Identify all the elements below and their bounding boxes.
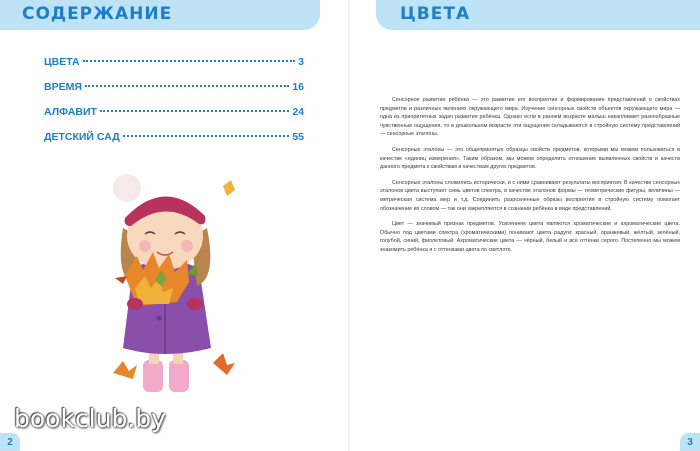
toc-item-label: ЦВЕТА	[44, 56, 80, 68]
toc-item-page: 16	[292, 81, 304, 93]
toc-leader-dots	[83, 60, 296, 62]
page-number-left: 2	[0, 433, 20, 451]
right-page	[350, 0, 700, 451]
page-title-contents: СОДЕРЖАНИЕ	[22, 4, 173, 24]
toc-item-alphabet[interactable]	[44, 106, 304, 131]
toc-item-label: ДЕТСКИЙ САД	[44, 131, 120, 143]
toc-item-kindergarten[interactable]	[44, 131, 304, 156]
paragraph: Цвет — значимый признак предметов. Усвоением цвета являются хроматические и ахроматические цвета. Обычно под цветами спектра (хроматическими) понимают цвета радуги: красный, оранжевый, жёлтый, зелёный, голубой, синий, фиолетовый. Ахроматические цвета — чёрный, белый и все оттенки серого. Постепенно мы можем знакомить ребёнка и с оттенками цвета по светлоте.	[380, 221, 680, 253]
toc-item-page: 55	[292, 131, 304, 143]
watermark: bookclub.by	[14, 404, 166, 433]
toc-item-page: 3	[298, 56, 304, 68]
toc-item-time[interactable]	[44, 81, 304, 106]
toc-item-label: ВРЕМЯ	[44, 81, 82, 93]
paragraph: Сенсорные эталоны сложились исторически, и с ними сравнивают результаты восприятия. В качестве сенсорных эталонов цвета выступает семь цветов спектра, в качестве эталонов формы — геометрические фигуры, величины — метрическая система мер и т.д. Соединить разрозненные образы восприятия в стройную систему помогает обозначение их словом — так они закрепляются в сознании ребёнка в виде представлений.	[380, 179, 680, 212]
toc-item-colors[interactable]	[44, 56, 304, 81]
page-number-right: 3	[680, 433, 700, 451]
table-of-contents	[44, 56, 304, 156]
left-header-bar	[0, 0, 320, 30]
toc-item-label: АЛФАВИТ	[44, 106, 97, 118]
toc-leader-dots	[85, 85, 289, 87]
paragraph: Сенсорное развитие ребёнка — это развитие его восприятия и формирование представлений о свойствах предметов и различных явлениях окружающего мира. Изучение сенсорных свойств объектов окружающего мира — одна из приоритетных задач развития ребёнка. Однако если в раннем возрасте малыш накапливает разнообразные чувственные ощущения, то в дошкольном возрасте эти ощущения складываются в стройную систему представлений — сенсорные эталоны.	[380, 97, 680, 138]
paragraph: Сенсорные эталоны — это общепринятые образцы свойств предметов, которыми мы можем пользоваться в качестве «единиц измерения». Таким образом, мы можем определить отношение выявленных свойств и качеств данного предмета к свойствам и качествам других предметов.	[380, 146, 680, 171]
toc-leader-dots	[100, 110, 289, 112]
right-header-bar	[376, 0, 700, 30]
toc-leader-dots	[123, 135, 290, 137]
toc-item-page: 24	[292, 106, 304, 118]
body-text	[380, 96, 680, 262]
page-title-colors: ЦВЕТА	[400, 4, 471, 24]
girl-with-leaves-illustration	[95, 168, 245, 408]
